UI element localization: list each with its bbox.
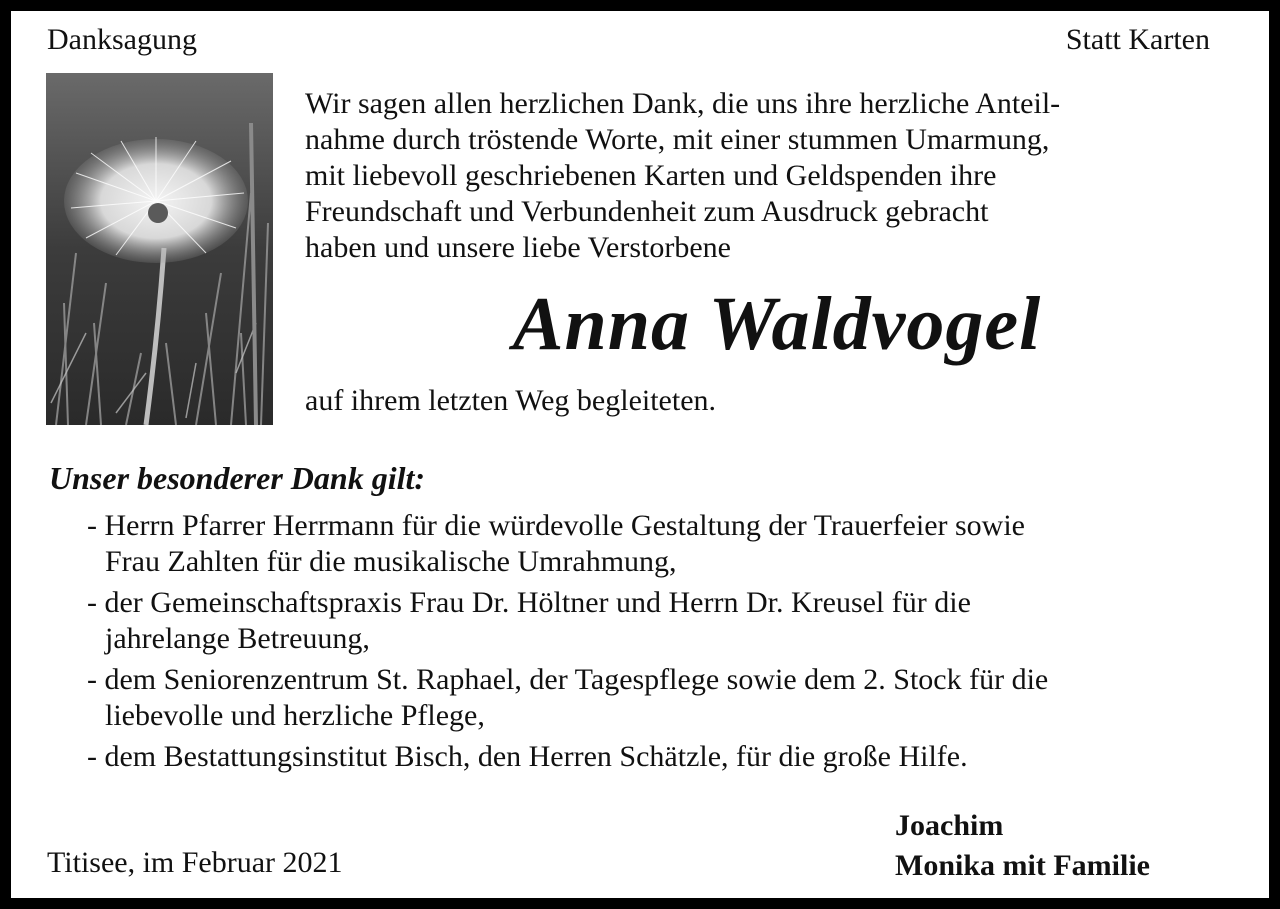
dandelion-photo: [46, 73, 273, 425]
thanks-item-line: jahrelange Betreuung,: [105, 622, 370, 655]
intro-line: nahme durch tröstende Worte, mit einer stummen Umarmung,: [305, 123, 1050, 156]
thanks-item: [87, 508, 1257, 580]
thanks-item-line: liebevolle und herzliche Pflege,: [105, 699, 485, 732]
intro-line: Wir sagen allen herzlichen Dank, die uns ihre herzliche Anteil-: [305, 87, 1061, 120]
header-label-right: Statt Karten: [1065, 23, 1210, 56]
thanks-heading: Unser besonderer Dank gilt:: [49, 460, 426, 496]
signature-line: Joachim: [895, 809, 1004, 842]
thanks-item-line: Frau Zahlten für die musikalische Umrahmung,: [105, 545, 677, 578]
intro-line: haben und unsere liebe Verstorbene: [305, 231, 731, 264]
obituary-card: [11, 11, 1269, 898]
intro-paragraph: [305, 86, 1225, 266]
thanks-item-line: - dem Seniorenzentrum St. Raphael, der Tagespflege sowie dem 2. Stock für die: [87, 663, 1049, 696]
signature-line: Monika mit Familie: [895, 849, 1150, 882]
intro-line: Freundschaft und Verbundenheit zum Ausdruck gebracht: [305, 195, 989, 228]
intro-line: mit liebevoll geschriebenen Karten und Geldspenden ihre: [305, 159, 997, 192]
thanks-item: [87, 739, 1257, 775]
closing-line: auf ihrem letzten Weg begleiteten.: [305, 384, 717, 417]
place-date: Titisee, im Februar 2021: [47, 846, 343, 879]
deceased-name: Anna Waldvogel: [512, 282, 1042, 366]
thanks-list: [87, 508, 1257, 780]
thanks-item-line: - dem Bestattungsinstitut Bisch, den Herren Schätzle, für die große Hilfe.: [87, 740, 968, 773]
header-label-left: Danksagung: [47, 23, 197, 56]
thanks-item-line: - der Gemeinschaftspraxis Frau Dr. Höltner und Herrn Dr. Kreusel für die: [87, 586, 971, 619]
thanks-item-line: - Herrn Pfarrer Herrmann für die würdevolle Gestaltung der Trauerfeier sowie: [87, 509, 1025, 542]
thanks-item: [87, 662, 1257, 734]
signature: [895, 806, 1150, 886]
thanks-item: [87, 585, 1257, 657]
